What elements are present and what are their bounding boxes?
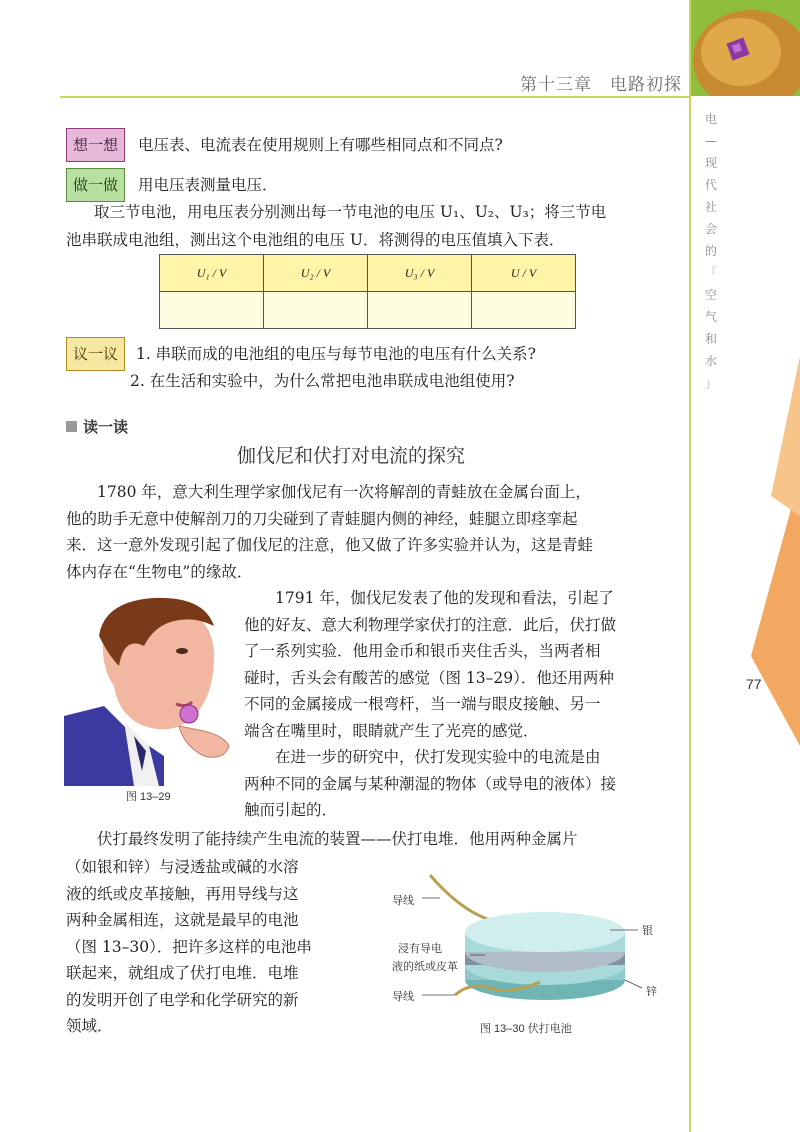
side-section-title: 电 — 现 代 社 会 的 「 空 气 和 水 」 (704, 112, 717, 390)
discuss-q1: 1. 串联而成的电池组的电压与每节电池的电压有什么关系? (135, 345, 536, 363)
paragraph-4: （如银和锌）与浸透盐或碱的水溶 液的纸或皮革接触，再用导线与这 两种金属相连，这就是最早的电池 （图 13–30）．把许多这样的电池串 联起来，就组成了伏打电堆．电堆 的发明开创了电学和化学研究的新 领域． (66, 858, 312, 1035)
think-tag: 想一想 (66, 128, 125, 162)
table-header: U₃ / V (368, 255, 472, 292)
figure-13-30-caption: 图 13–30 伏打电池 (480, 1023, 572, 1035)
do-tag: 做一做 (66, 168, 125, 202)
voltage-table (159, 254, 576, 329)
do-line-2: 池串联成电池组，测出这个电池组的电压 U．将测得的电压值填入下表． (66, 231, 565, 249)
label-soaked-1: 浸有导电 (398, 942, 442, 955)
paragraph-3: 伏打最终发明了能持续产生电流的装置——伏打电堆．他用两种金属片 (66, 830, 578, 848)
think-block (66, 128, 503, 162)
table-cell (160, 292, 264, 329)
discuss-q2: 2. 在生活和实验中，为什么常把电池串联成电池组使用? (130, 372, 515, 390)
table-cell (264, 292, 368, 329)
label-silver: 银 (642, 924, 653, 937)
label-wire-top: 导线 (392, 894, 414, 907)
discuss-tag: 议一议 (66, 337, 125, 371)
label-zinc: 锌 (646, 985, 657, 998)
think-text: 电压表、电流表在使用规则上有哪些相同点和不同点? (137, 136, 503, 154)
do-text: 用电压表测量电压． (137, 176, 278, 194)
table-cell (472, 292, 576, 329)
figure-13-29-illustration (64, 596, 244, 786)
header-rule (60, 96, 690, 98)
chapter-title: 第十三章 电路初探 (520, 75, 682, 95)
paragraph-1: 1780 年，意大利生理学家伽伐尼有一次将解剖的青蛙放在金属台面上， 他的助手无意中使解剖刀的刀尖碰到了青蛙腿内侧的神经，蛙腿立即痉挛起 来．这一意外发现引起了伽伐尼的注意，他又做了许多实验并认为，这是青蛙 体内存在“生物电”的缘故． (66, 483, 594, 581)
square-icon (66, 421, 77, 432)
page-number: 77 (746, 676, 762, 692)
table-header: U / V (472, 255, 576, 292)
chapter-corner-image (691, 0, 800, 96)
paragraph-2: 1791 年，伽伐尼发表了他的发现和看法，引起了 他的好友、意大利物理学家伏打的注意．此后，伏打做 了一系列实验．他用金币和银币夹住舌头，当两者相 碰时，舌头会有酸苦的感觉（图 13–29）．他还用两种 不同的金属接成一根弯杆，当一端与眼皮接触、另一 端含在嘴里时，眼睛就产生了光亮的感觉． 在进一步的研究中，伏打发现实验中的电流是由 两种不同的金属与某种潮湿的物体（或导电的液体）接 触而引起的． (244, 589, 617, 819)
table-header: U₁ / V (160, 255, 264, 292)
label-wire-bottom: 导线 (392, 990, 414, 1003)
table-cell (368, 292, 472, 329)
do-line-1: 取三节电池，用电压表分别测出每一节电池的电压 U₁、U₂、U₃；将三节电 (94, 203, 607, 221)
figure-13-29-caption: 图 13–29 (126, 791, 171, 803)
label-soaked-2: 液的纸或皮革 (392, 960, 458, 973)
table-header: U₂ / V (264, 255, 368, 292)
article-title: 伽伐尼和伏打对电流的探究 (237, 445, 466, 467)
reading-label: 读一读 (66, 416, 128, 437)
